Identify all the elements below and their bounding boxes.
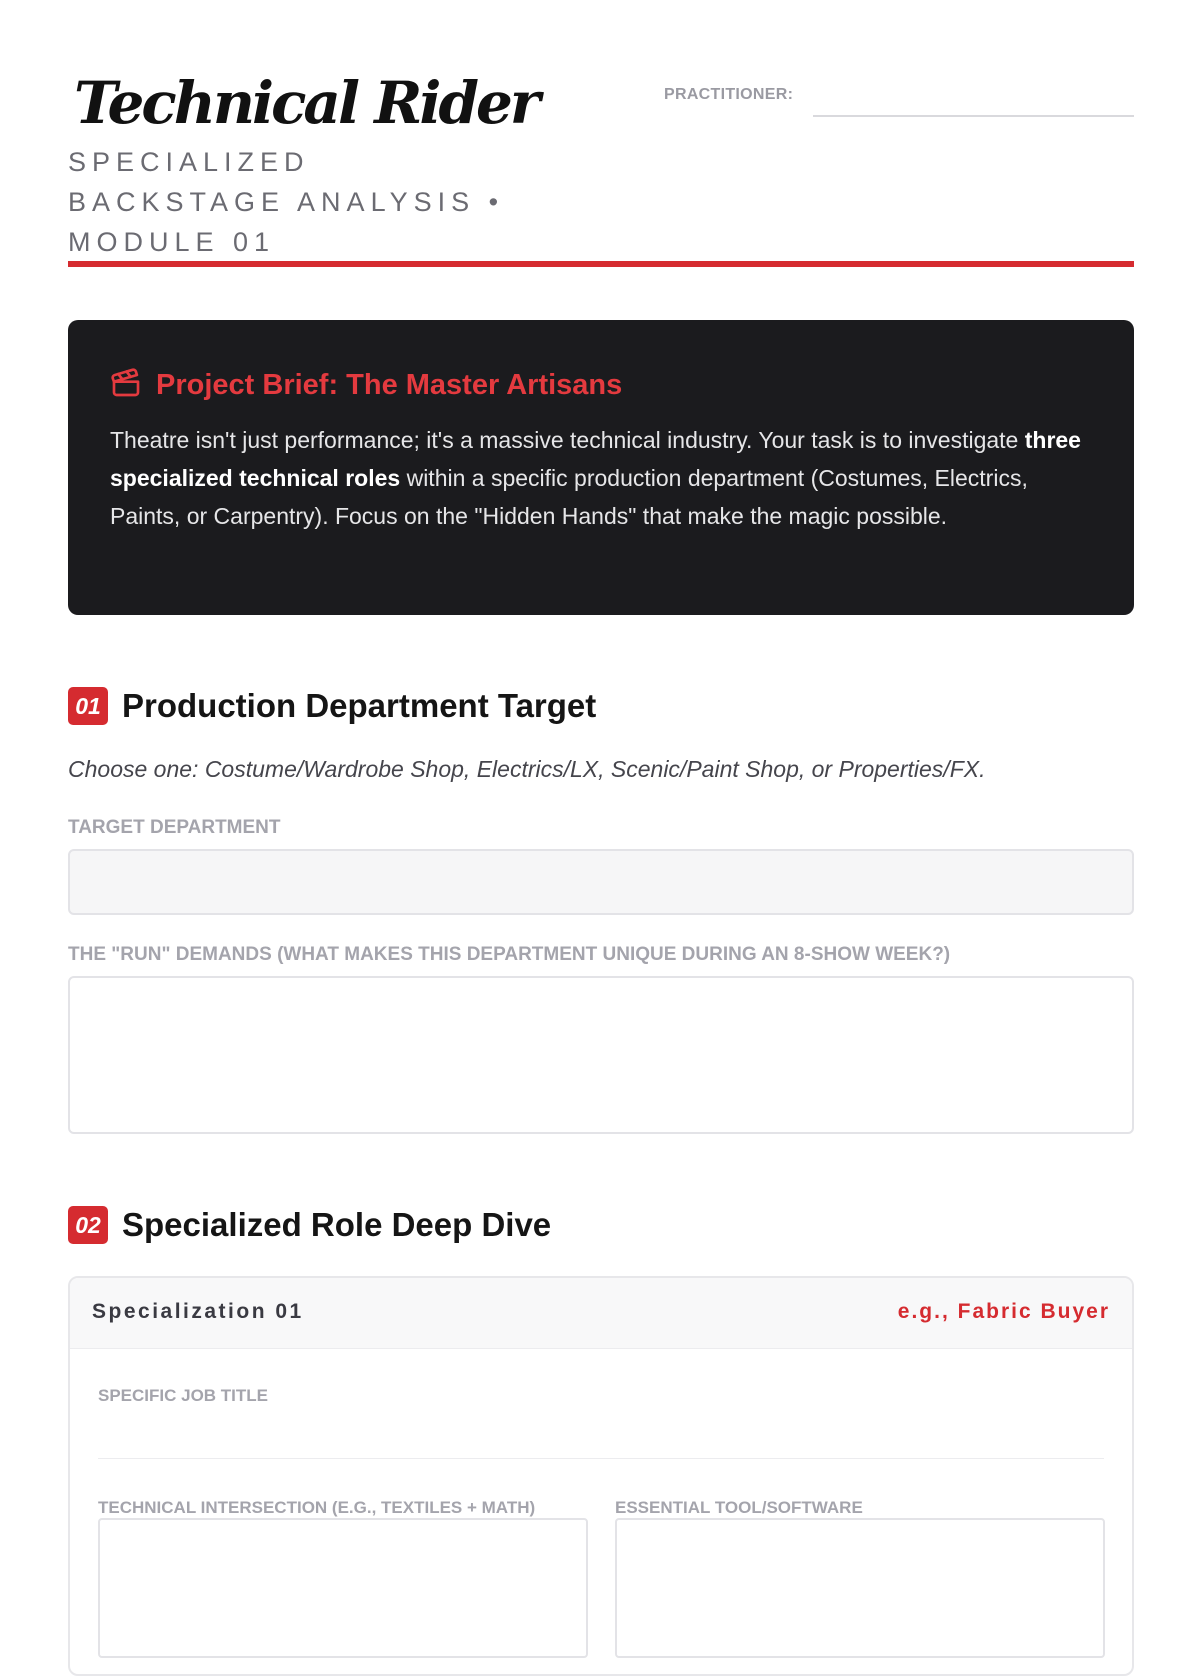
- specialization-example: e.g., Fabric Buyer: [897, 1300, 1110, 1323]
- header-divider: [68, 261, 1134, 267]
- brief-text-part2: within a specific production department (Costumes, Electrics, Paints, or Carpentry). Focus on the "Hidden Hands" that make the magic possible.: [110, 465, 1028, 529]
- page-subtitle: SPECIALIZED BACKSTAGE ANALYSIS • MODULE 01: [68, 147, 505, 257]
- specialization-number: Specialization 01: [92, 1300, 304, 1323]
- practitioner-field: [664, 80, 1134, 120]
- brief-text-part1: Theatre isn't just performance; it's a massive technical industry. Your task is to investigate: [110, 427, 1025, 453]
- practitioner-label: PRACTITIONER:: [664, 86, 794, 103]
- run-demands-label: THE "RUN" DEMANDS (WHAT MAKES THIS DEPARTMENT UNIQUE DURING AN 8-SHOW WEEK?): [68, 944, 951, 965]
- brief-heading: [110, 367, 622, 404]
- brief-text: [110, 421, 1090, 535]
- essential-tool-textarea[interactable]: [615, 1518, 1105, 1658]
- header: [68, 0, 1134, 268]
- technical-intersection-label: TECHNICAL INTERSECTION (E.G., TEXTILES + MATH): [98, 1498, 536, 1517]
- section-title: Specialized Role Deep Dive: [122, 1206, 552, 1243]
- section-number-badge: 02: [68, 1206, 108, 1244]
- section-01-instructions: Choose one: Costume/Wardrobe Shop, Electrics/LX, Scenic/Paint Shop, or Properties/FX.: [68, 756, 986, 782]
- section-02-heading: [68, 1206, 551, 1244]
- clapperboard-icon: [110, 367, 156, 404]
- run-demands-textarea[interactable]: [68, 976, 1134, 1134]
- section-title: Production Department Target: [122, 687, 597, 724]
- worksheet-page: [68, 0, 1134, 1517]
- section-number-badge: 01: [68, 687, 108, 725]
- job-title-input-line[interactable]: [98, 1458, 1104, 1459]
- specialization-card: [68, 1276, 1134, 1676]
- job-title-label: SPECIFIC JOB TITLE: [98, 1386, 269, 1405]
- practitioner-input-line[interactable]: [813, 115, 1134, 117]
- target-department-input[interactable]: [68, 849, 1134, 915]
- project-brief-box: [68, 320, 1134, 615]
- brief-title: Project Brief: The Master Artisans: [156, 369, 623, 401]
- technical-intersection-textarea[interactable]: [98, 1518, 588, 1658]
- essential-tool-label: ESSENTIAL TOOL/SOFTWARE: [615, 1498, 863, 1517]
- page-title: Technical Rider: [74, 69, 538, 137]
- specialization-card-header: [70, 1278, 1132, 1349]
- target-department-label: TARGET DEPARTMENT: [68, 817, 281, 838]
- brief-text-emphasis: three specialized technical roles: [110, 427, 1081, 491]
- section-01-heading: [68, 687, 596, 725]
